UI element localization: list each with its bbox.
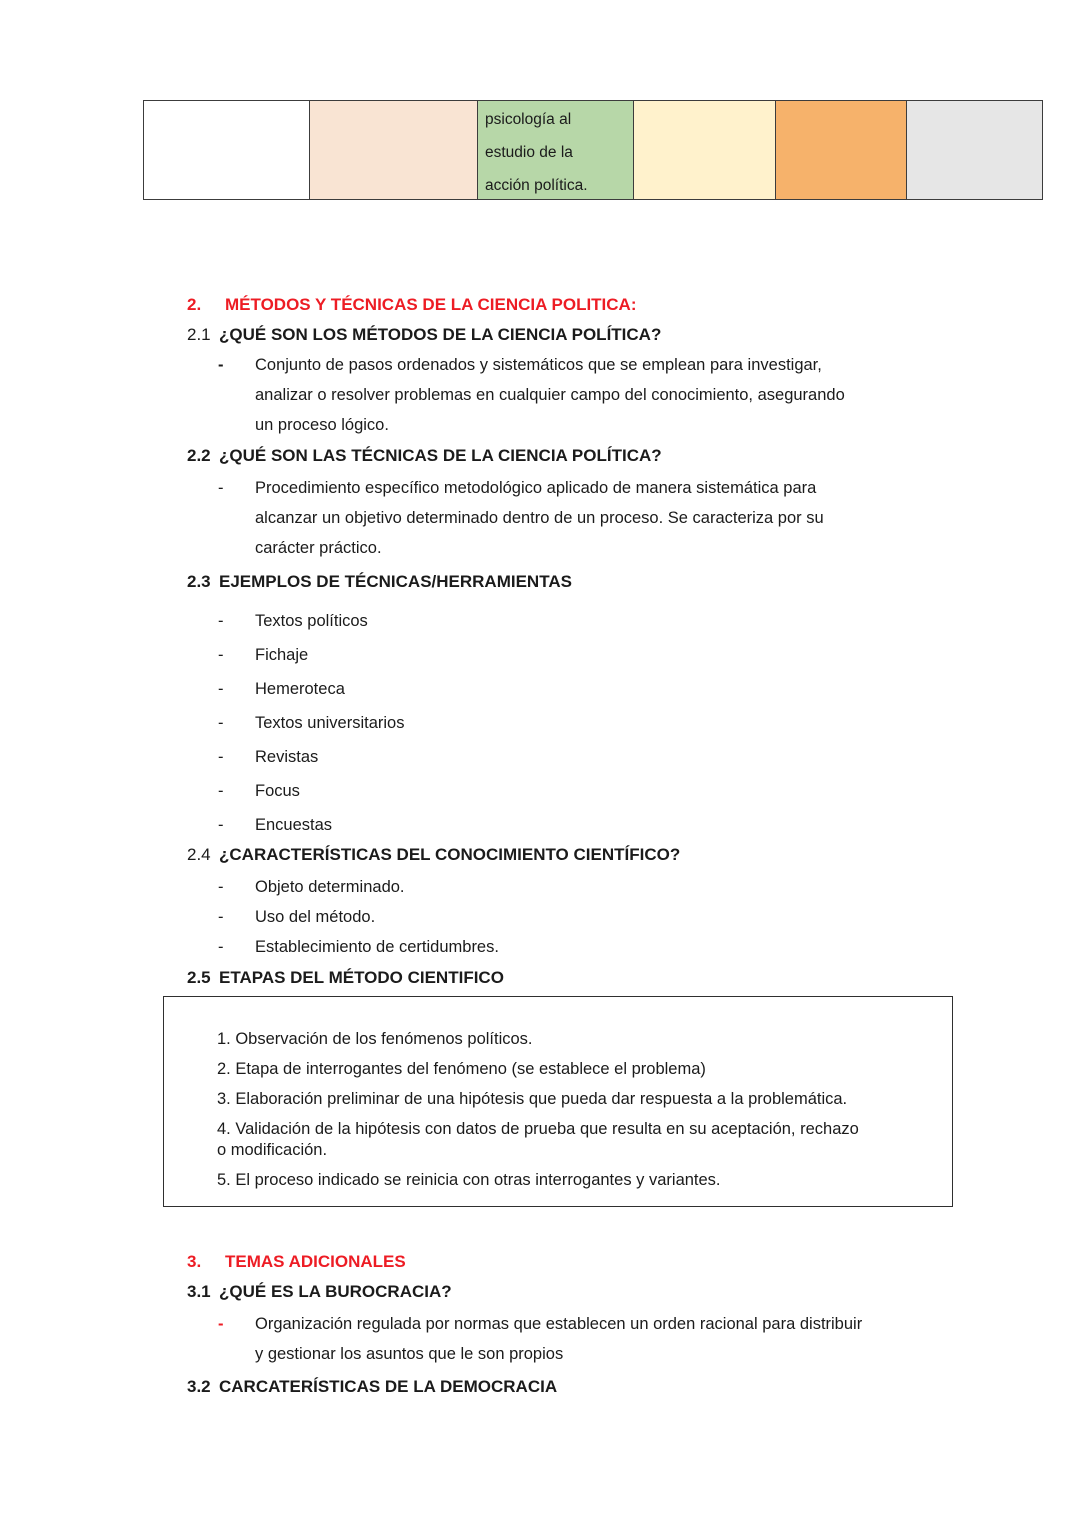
heading-title: ¿QUÉ ES LA BUROCRACIA? — [219, 1282, 452, 1301]
list-item: - Establecimiento de certidumbres. — [187, 932, 499, 962]
bullet-dash: - — [218, 680, 224, 698]
heading-number: 2.2 — [187, 446, 211, 465]
heading-2-3 — [187, 567, 572, 597]
bullet-text: Conjunto de pasos ordenados y sistemáticos que se emplean para investigar, analizar o resolver problemas en cualquier campo del conocimiento, asegurando un proceso lógico. — [255, 356, 845, 434]
bullet-dash: - — [218, 878, 224, 896]
list-item: - Focus — [187, 774, 404, 808]
bullet-dash: - — [218, 748, 224, 766]
table-cell-text-line: estudio de la — [485, 144, 573, 161]
heading-title: ¿CARACTERÍSTICAS DEL CONOCIMIENTO CIENTÍFICO? — [219, 845, 681, 864]
bullet-text: Organización regulada por normas que establecen un orden racional para distribuir y gestionar los asuntos que le son propios — [255, 1315, 863, 1363]
bullet-text: Procedimiento específico metodológico aplicado de manera sistemática para alcanzar un objetivo determinado dentro de un proceso. Se caracteriza por su carácter práctico. — [255, 479, 824, 557]
heading-number: 2.1 — [187, 325, 211, 344]
bullet-dash: - — [218, 1315, 224, 1333]
table-cell-orange — [775, 100, 907, 200]
section-3-heading — [187, 1247, 406, 1277]
section-title: MÉTODOS Y TÉCNICAS DE LA CIENCIA POLITICA: — [225, 295, 637, 314]
section-number: 3. — [187, 1252, 202, 1271]
table-cell-peach — [309, 100, 479, 200]
list-item: - Uso del método. — [187, 902, 499, 932]
table-cell-yellow — [633, 100, 777, 200]
paragraph-3-1 — [187, 1309, 862, 1369]
heading-title: CARCATERÍSTICAS DE LA DEMOCRACIA — [219, 1377, 558, 1396]
scientific-method-steps-box — [163, 996, 953, 1207]
list-item: - Textos políticos — [187, 604, 404, 638]
characteristics-list — [187, 872, 499, 962]
bullet-dash: - — [218, 612, 224, 630]
bullet-dash: - — [218, 646, 224, 664]
bullet-dash: - — [218, 782, 224, 800]
heading-number: 2.5 — [187, 968, 211, 987]
bullet-dash: - — [218, 356, 224, 374]
heading-number: 3.1 — [187, 1282, 211, 1301]
table-cell-white — [143, 100, 310, 200]
heading-2-1 — [187, 320, 661, 350]
list-item: - Encuestas — [187, 808, 404, 842]
bullet-dash: - — [218, 714, 224, 732]
step-item: 4. Validación de la hipótesis con datos de prueba que resulta en su aceptación, rechazo o modificación. — [217, 1120, 859, 1159]
heading-2-2 — [187, 441, 662, 471]
heading-3-2 — [187, 1372, 557, 1402]
section-2-heading — [187, 290, 637, 320]
list-item: - Revistas — [187, 740, 404, 774]
heading-title: EJEMPLOS DE TÉCNICAS/HERRAMIENTAS — [219, 572, 572, 591]
heading-title: ¿QUÉ SON LOS MÉTODOS DE LA CIENCIA POLÍTICA? — [219, 325, 662, 344]
bullet-dash: - — [218, 816, 224, 834]
paragraph-2-1 — [187, 350, 845, 440]
list-item: - Textos universitarios — [187, 706, 404, 740]
list-item: - Fichaje — [187, 638, 404, 672]
heading-title: ETAPAS DEL MÉTODO CIENTIFICO — [219, 968, 504, 987]
list-item: - Hemeroteca — [187, 672, 404, 706]
step-item: 5. El proceso indicado se reinicia con otras interrogantes y variantes. — [217, 1171, 721, 1189]
heading-number: 3.2 — [187, 1377, 211, 1396]
techniques-list — [187, 604, 404, 842]
table-cell-gray — [906, 100, 1043, 200]
section-number: 2. — [187, 295, 202, 314]
paragraph-2-2 — [187, 473, 824, 563]
table-cell-text-line: acción política. — [485, 177, 588, 194]
bullet-dash: - — [218, 479, 224, 497]
bullet-dash: - — [218, 938, 224, 956]
heading-number: 2.4 — [187, 845, 211, 864]
table-cell-text-line: psicología al — [485, 111, 572, 128]
list-item: - Objeto determinado. — [187, 872, 499, 902]
heading-2-5 — [187, 963, 504, 993]
step-item: 1. Observación de los fenómenos políticos. — [217, 1030, 533, 1048]
heading-title: ¿QUÉ SON LAS TÉCNICAS DE LA CIENCIA POLÍTICA? — [219, 446, 662, 465]
table-fragment — [143, 100, 1043, 200]
bullet-dash: - — [218, 908, 224, 926]
step-item: 3. Elaboración preliminar de una hipótesis que pueda dar respuesta a la problemática. — [217, 1090, 848, 1108]
heading-3-1 — [187, 1277, 452, 1307]
step-item: 2. Etapa de interrogantes del fenómeno (se establece el problema) — [217, 1060, 706, 1078]
table-cell-green — [477, 100, 634, 200]
heading-2-4 — [187, 840, 680, 870]
heading-number: 2.3 — [187, 572, 211, 591]
section-title: TEMAS ADICIONALES — [225, 1252, 406, 1271]
